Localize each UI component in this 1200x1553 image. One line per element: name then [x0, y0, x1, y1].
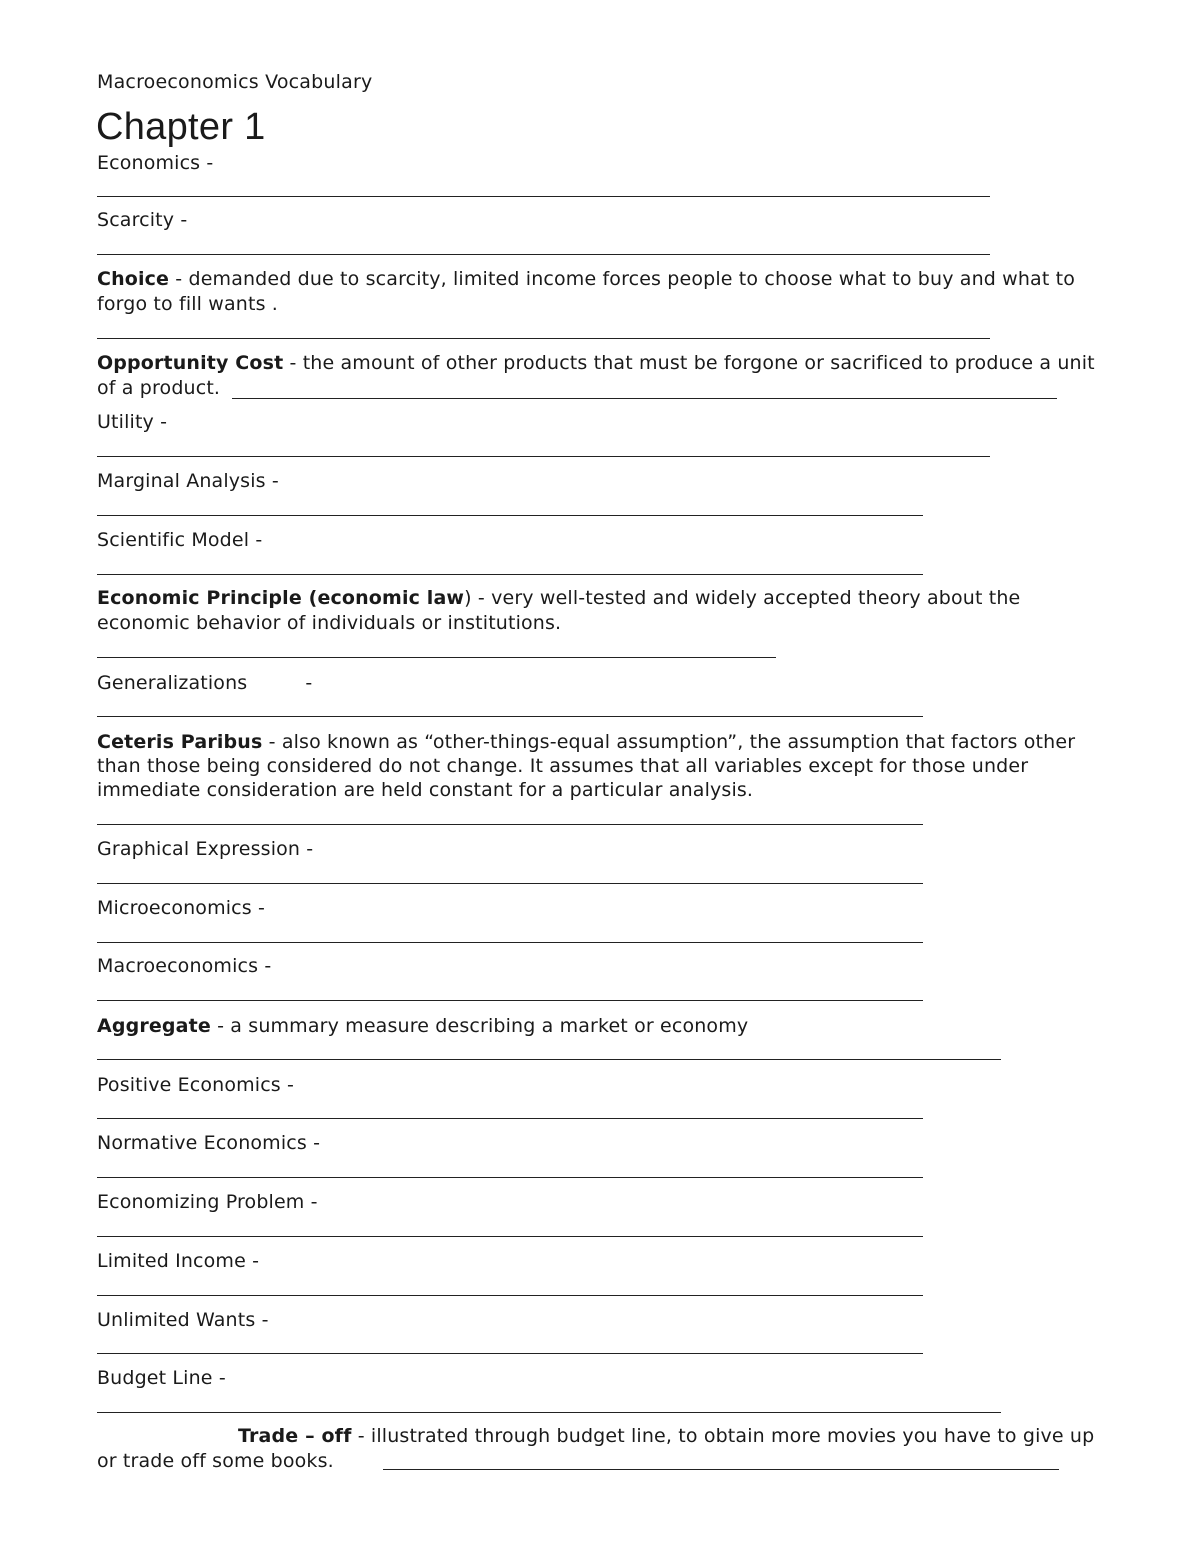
term: Generalizations: [97, 672, 248, 694]
term-dash: -: [305, 672, 313, 694]
definition: also known as “other-things-equal assumption”, the assumption that factors other than those being considered do not change. It assumes that all variables except for those under immediate consideration are held constant for a particular analysis.: [97, 731, 1076, 801]
term: Economics: [97, 152, 201, 174]
document-subtitle: Macroeconomics Vocabulary: [97, 71, 373, 93]
answer-line[interactable]: [97, 338, 990, 339]
term: Positive Economics: [97, 1074, 281, 1096]
term: Budget Line: [97, 1367, 213, 1389]
term: Economizing Problem: [97, 1191, 305, 1213]
answer-line[interactable]: [97, 657, 776, 658]
chapter-title: Chapter 1: [96, 106, 266, 148]
vocab-entry-graphical-expression: [97, 837, 1097, 862]
term: Trade – off: [238, 1425, 352, 1447]
answer-line[interactable]: [97, 196, 990, 197]
definition: illustrated through budget line, to obtain more movies you have to give up or trade off some books.: [97, 1425, 1095, 1472]
answer-line[interactable]: [97, 942, 923, 943]
term: Ceteris Paribus: [97, 731, 263, 753]
term-dash: -: [300, 838, 314, 860]
vocab-entry-ceteris-paribus: [97, 730, 1097, 802]
term-dash: -: [265, 470, 279, 492]
term: Marginal Analysis: [97, 470, 266, 492]
vocab-entry-economics: [97, 151, 1097, 176]
term-dash: -: [280, 1074, 295, 1096]
answer-line[interactable]: [97, 1000, 923, 1001]
vocab-entry-scarcity: [97, 208, 1097, 233]
definition: a summary measure describing a market or economy: [224, 1015, 749, 1037]
term-dash: -: [169, 268, 183, 290]
vocab-entry-normative-economics: [97, 1131, 1097, 1156]
answer-line[interactable]: [97, 1295, 923, 1296]
term: Microeconomics: [97, 897, 252, 919]
term-dash: -: [245, 1250, 260, 1272]
answer-line[interactable]: [97, 456, 990, 457]
term-dash: -: [249, 529, 263, 551]
answer-line[interactable]: [97, 883, 923, 884]
vocab-entry-scientific-model: [97, 528, 1097, 553]
vocab-entry-budget-line: [97, 1366, 1097, 1391]
vocab-entry-utility: [97, 410, 1097, 435]
term: Limited Income: [97, 1250, 246, 1272]
term-dash: -: [210, 1015, 225, 1037]
term-dash: -: [174, 209, 188, 231]
term-dash: -: [304, 1191, 318, 1213]
term: Opportunity Cost: [97, 352, 284, 374]
term-dash: -: [251, 897, 265, 919]
answer-line[interactable]: [97, 716, 923, 717]
vocab-entry-microeconomics: [97, 896, 1097, 921]
term: Choice: [97, 268, 170, 290]
term-dash: -: [258, 955, 272, 977]
vocab-entry-macroeconomics: [97, 954, 1097, 979]
vocab-entry-choice: [97, 267, 1097, 317]
answer-line[interactable]: [232, 398, 1057, 399]
term-dash: -: [262, 731, 276, 753]
vocab-entry-limited-income: [97, 1249, 1097, 1274]
term: Utility: [97, 411, 154, 433]
term-dash: -: [255, 1309, 269, 1331]
term-dash: -: [153, 411, 168, 433]
term: Economic Principle (economic law: [97, 587, 465, 609]
answer-line[interactable]: [97, 1236, 923, 1237]
term-dash: -: [351, 1425, 365, 1447]
term: Graphical Expression: [97, 838, 301, 860]
term-dash: -: [283, 352, 297, 374]
answer-line[interactable]: [97, 254, 990, 255]
term-dash: -: [212, 1367, 226, 1389]
definition: very well-tested and widely accepted theory about the economic behavior of individuals or institutions.: [97, 587, 1021, 634]
term-dash: -: [200, 152, 214, 174]
vocab-entry-aggregate: [97, 1014, 1097, 1039]
answer-line[interactable]: [97, 1059, 1001, 1060]
answer-line[interactable]: [97, 1412, 1001, 1413]
term: Scarcity: [97, 209, 175, 231]
vocab-entry-positive-economics: [97, 1073, 1097, 1098]
vocab-entry-marginal-analysis: [97, 469, 1097, 494]
answer-line[interactable]: [97, 515, 923, 516]
definition: demanded due to scarcity, limited income forces people to choose what to buy and what to forgo to fill wants .: [97, 268, 1076, 315]
term: Normative Economics: [97, 1132, 307, 1154]
vocab-entry-trade-off: [97, 1424, 1097, 1474]
vocab-entry-economizing-problem: [97, 1190, 1097, 1215]
vocab-entry-opportunity-cost: [97, 351, 1097, 401]
answer-line[interactable]: [97, 1353, 923, 1354]
definition: the amount of other products that must be forgone or sacrificed to produce a unit of a product.: [97, 352, 1095, 399]
term: Unlimited Wants: [97, 1309, 256, 1331]
term: Macroeconomics: [97, 955, 259, 977]
vocab-entry-economic-principle: [97, 586, 1097, 636]
answer-line[interactable]: [97, 574, 923, 575]
term-dash: -: [306, 1132, 321, 1154]
term: Aggregate: [97, 1015, 211, 1037]
vocab-entry-unlimited-wants: [97, 1308, 1097, 1333]
answer-line[interactable]: [97, 824, 923, 825]
answer-line[interactable]: [383, 1469, 1059, 1470]
vocab-entry-generalizations: [97, 671, 1097, 696]
term-dash: ) -: [464, 587, 485, 609]
term: Scientific Model: [97, 529, 250, 551]
answer-line[interactable]: [97, 1177, 923, 1178]
answer-line[interactable]: [97, 1118, 923, 1119]
